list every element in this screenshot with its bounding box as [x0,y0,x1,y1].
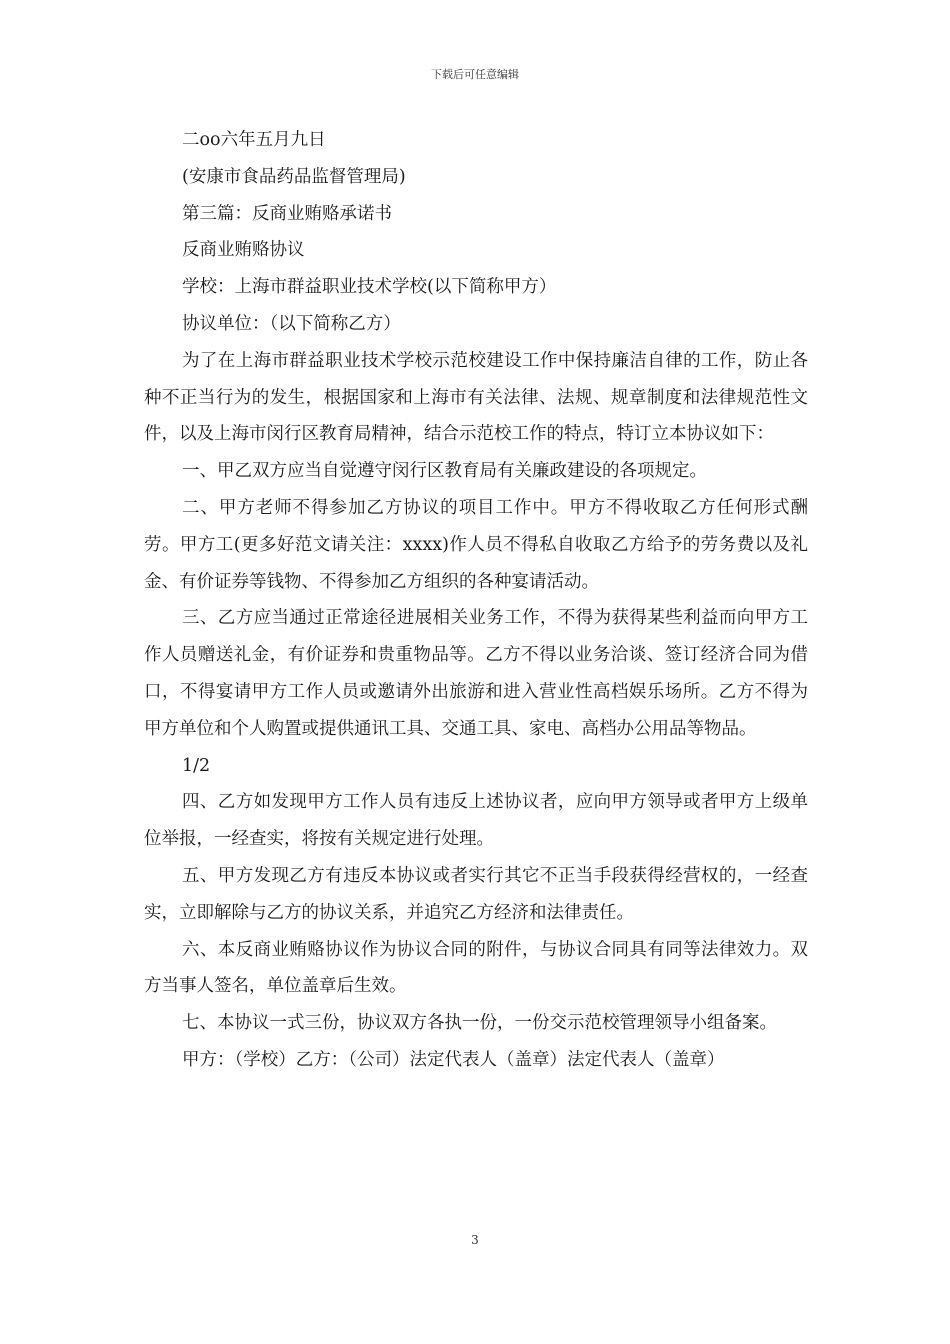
page-header: 下载后可任意编辑 [431,68,519,81]
party-a-line: 学校：上海市群益职业技术学校(以下简称甲方） [182,277,557,298]
chapter-title: 第三篇：反商业贿赂承诺书 [182,203,392,224]
clause-5: 五、甲方发现乙方有违反本协议或者实行其它不正当手段获得经营权的，一经查实，立即解除与乙方的协议关系，并追究乙方经济和法律责任。 [144,865,808,923]
page-fraction: 1/2 [182,755,211,776]
clause-6: 六、本反商业贿赂协议作为协议合同的附件，与协议合同具有同等法律效力。双方当事人签名，单位盖章后生效。 [144,939,808,997]
date-line: 二oo六年五月九日 [182,130,326,150]
document-title: 反商业贿赂协议 [182,240,305,261]
clause-3: 三、乙方应当通过正常途径进展相关业务工作，不得为获得某些利益而向甲方工作人员赠送礼金，有价证券和贵重物品等。乙方不得以业务洽谈、签订经济合同为借口，不得宴请甲方工作人员或邀请外出旅游和进入营业性高档娱乐场所。乙方不得为甲方单位和个人购置或提供通讯工具、交通工具、家电、高档办公用品等物品。 [144,608,808,739]
issuer-line: (安康市食品药品监督管理局) [182,166,406,187]
page-number: 3 [471,1233,479,1247]
document-body [144,122,808,1079]
clause-2: 二、甲方老师不得参加乙方协议的项目工作中。甲方不得收取乙方任何形式酬劳。甲方工(更多好范文请关注：xxxx)作人员不得私自收取乙方给予的劳务费以及礼金、有价证券等钱物、不得参加乙方组织的各种宴请活动。 [144,497,808,592]
clause-4: 四、乙方如发现甲方工作人员有违反上述协议者，应向甲方领导或者甲方上级单位举报，一经查实，将按有关规定进行处理。 [144,792,808,850]
clause-7: 七、本协议一式三份，协议双方各执一份，一份交示范校管理领导小组备案。 [182,1013,777,1034]
intro-paragraph: 为了在上海市群益职业技术学校示范校建设工作中保持廉洁自律的工作，防止各种不正当行为的发生，根据国家和上海市有关法律、法规、规章制度和法律规范性文件，以及上海市闵行区教育局精神，结合示范校工作的特点，特订立本协议如下： [144,350,808,445]
clause-1: 一、甲乙双方应当自觉遵守闵行区教育局有关廉政建设的各项规定。 [182,461,707,482]
signature-line: 甲方：（学校）乙方：（公司）法定代表人（盖章）法定代表人（盖章） [182,1049,725,1070]
party-b-line: 协议单位：（以下简称乙方） [182,313,401,334]
